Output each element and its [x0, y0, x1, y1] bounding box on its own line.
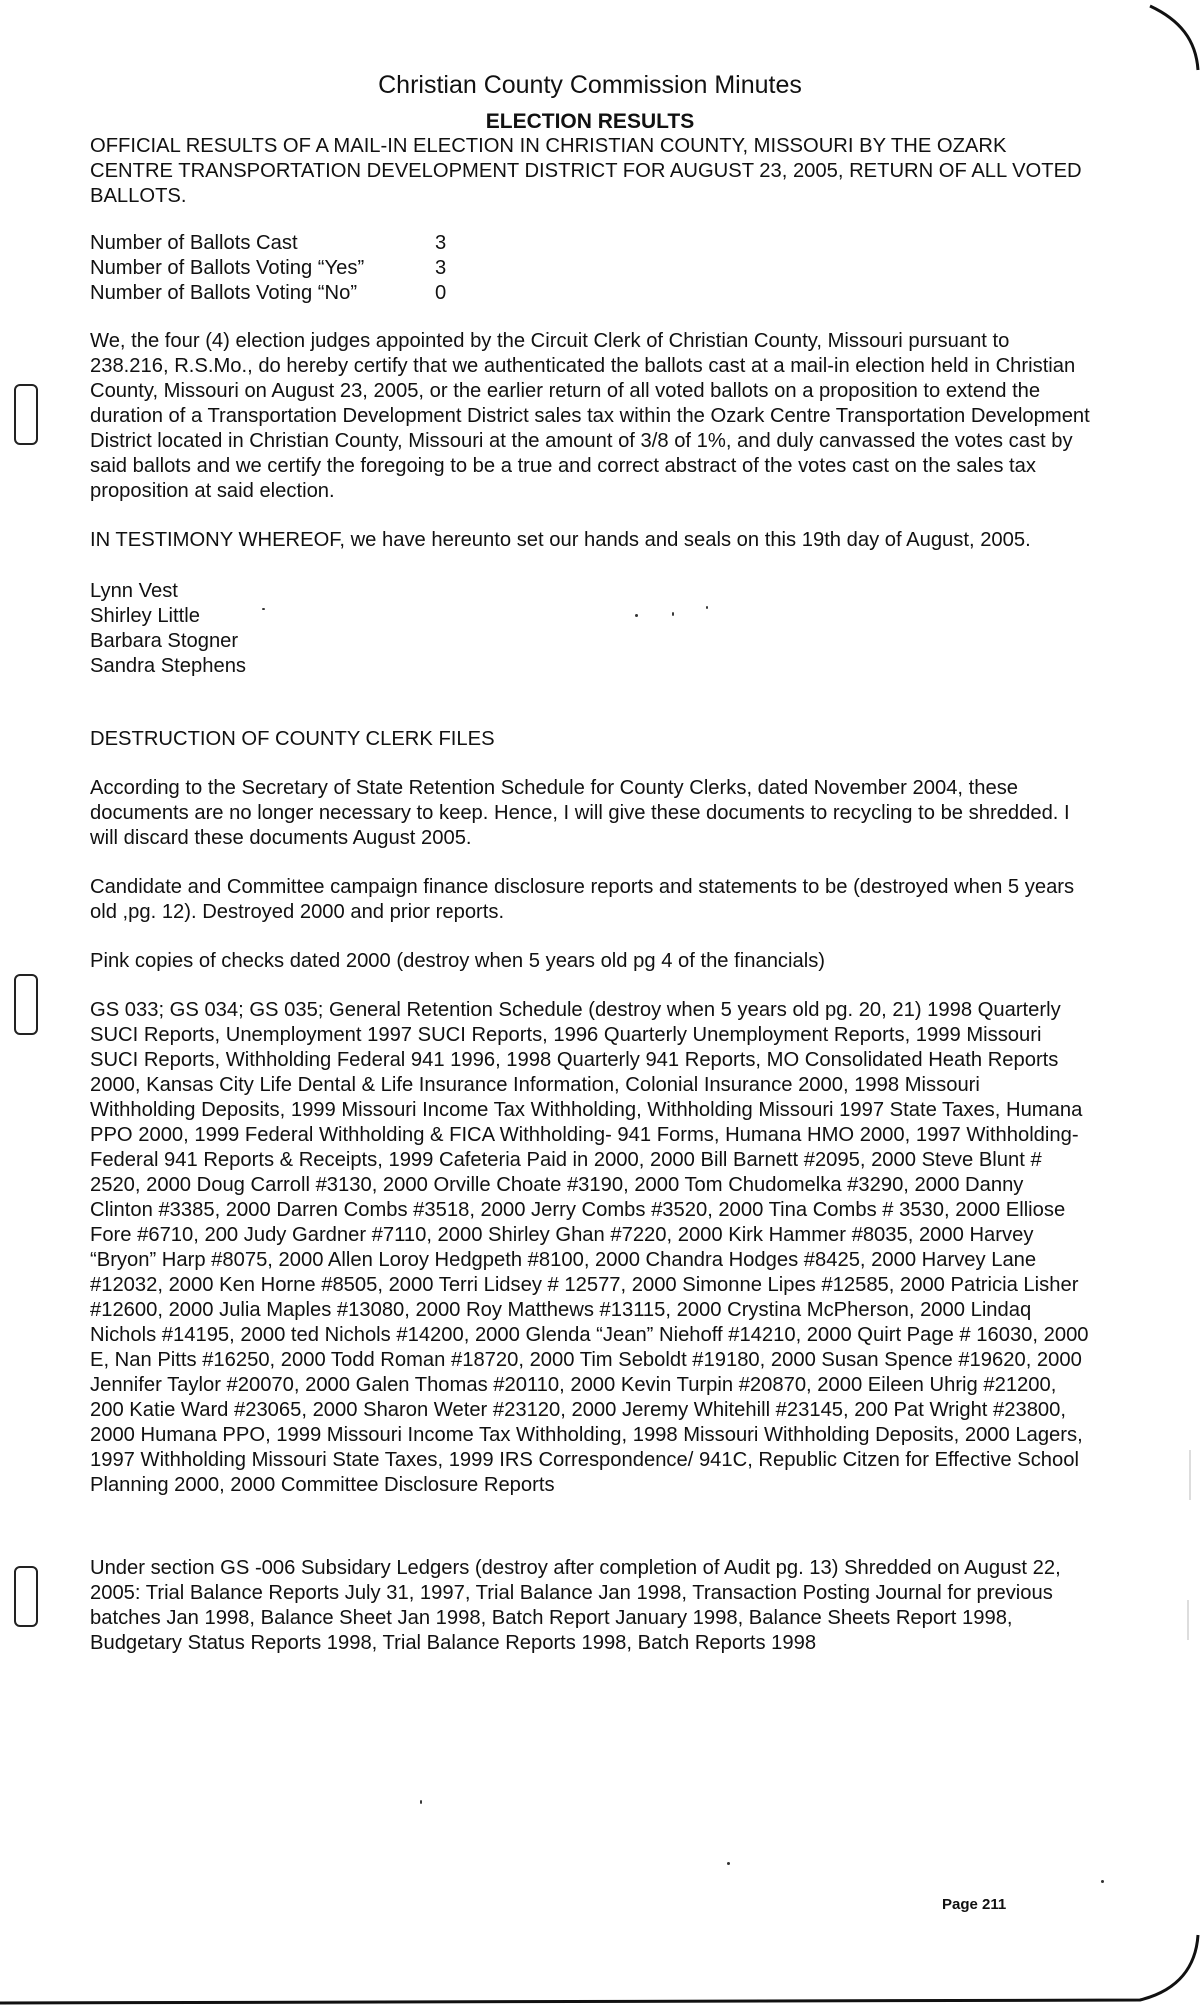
judge-name: Shirley Little: [90, 605, 200, 627]
judge-name: Sandra Stephens: [90, 655, 247, 677]
tally-label: Number of Ballots Voting “Yes”: [90, 257, 365, 279]
tally-label: Number of Ballots Voting “No”: [90, 282, 358, 304]
binder-punch-hole-middle: [14, 974, 38, 1035]
binder-punch-hole-bottom: [14, 1566, 38, 1627]
election-results-heading: ELECTION RESULTS: [485, 110, 695, 133]
general-retention-paragraph: GS 033; GS 034; GS 035; General Retention Schedule (destroy when 5 years old pg. 20, 21) 1998 Quarterly SUCI Reports, Unemployment 1997 SUCI Reports, 1996 Quarterly Unemployment Reports, 1999 Missouri SUCI Reports, Withholding Federal 941 1996, 1998 Quarterly 941 Reports, MO Consolidated Heath Reports 2000, Kansas City Life Dental & Life Insurance Information, Colonial Insurance 2000, 1998 Missouri Withholding Deposits, 1999 Missouri Income Tax Withholding, Withholding Missouri 1997 State Taxes, Humana PPO 2000, 1999 Federal Withholding & FICA Withholding- 941 Forms, Humana HMO 2000, 1997 Withholding- Federal 941 Reports & Receipts, 1999 Cafeteria Paid in 2000, 2000 Bill Barnett #2095, 2000 Steve Blunt # 2520, 2000 Doug Carroll #3130, 2000 Orville Choate #3190, 2000 Tom Chudomelka #3290, 2000 Danny Clinton #3385, 2000 Darren Combs #3518, 2000 Jerry Combs #3520, 2000 Tina Combs # 3530, 2000 Elliose Fore #6710, 200 Judy Gardner #7110, 2000 Shirley Ghan #7220, 2000 Kirk Hammer #8035, 2000 Harvey “Bryon” Harp #8075, 2000 Allen Loroy Hedgpeth #8100, 2000 Chandra Hodges #8425, 2000 Harvey Lane #12032, 2000 Ken Horne #8505, 2000 Terri Lidsey # 12577, 2000 Simonne Lipes #12585, 2000 Patricia Lisher #12600, 2000 Julia Maples #13080, 2000 Roy Matthews #13115, 2000 Crystina McPherson, 2000 Lindaq Nichols #14195, 2000 ted Nichols #14200, 2000 Glenda “Jean” Niehoff #14210, 2000 Quirt Page # 16030, 2000 E, Nan Pitts #16250, 2000 Todd Roman #18720, 2000 Tim Seboldt #19180, 2000 Susan Spence #19620, 2000 Jennifer Taylor #20070, 2000 Galen Thomas #20110, 2000 Kevin Turpin #20870, 2000 Eileen Uhrig #21200, 200 Katie Ward #23065, 2000 Sharon Weter #23120, 2000 Jeremy Whitehill #23145, 200 Pat Wright #23800, 2000 Humana PPO, 1999 Missouri Income Tax Withholding, 1998 Missouri Withholding Deposits, 2000 Lagers, 1997 Withholding Missouri State Taxes, 1999 IRS Correspondence/ 941C, Republic Citzen for Effective School Planning 2000, 2000 Committee Disclosure Reports: [90, 999, 1089, 1496]
judge-name: Barbara Stogner: [90, 630, 239, 652]
ballot-tally-table: [90, 231, 446, 306]
document-body: [90, 70, 1090, 1680]
page-number: Page 211: [942, 1896, 1007, 1913]
destruction-files-heading: DESTRUCTION OF COUNTY CLERK FILES: [90, 728, 495, 750]
binder-punch-hole-top: [14, 384, 38, 445]
scan-speck: [420, 1800, 422, 1804]
tally-value: 3: [435, 232, 447, 254]
subsidiary-ledgers-paragraph: Under section GS -006 Subsidary Ledgers (destroy after completion of Audit pg. 13) Shredded on August 22, 2005: Trial Balance Reports July 31, 1997, Trial Balance Jan 1998, Transaction Posting Journal for previous batches Jan 1998, Balance Sheet Jan 1998, Batch Report January 1998, Balance Sheets Report 1998, Budgetary Status Reports 1998, Trial Balance Reports 1998, Batch Reports 1998: [90, 1557, 1061, 1654]
tally-label: Number of Ballots Cast: [90, 232, 298, 254]
tally-row: [90, 231, 446, 256]
tally-row: [90, 281, 446, 306]
scan-speck: [1101, 1880, 1104, 1883]
retention-schedule-paragraph: According to the Secretary of State Retention Schedule for County Clerks, dated November 2004, these documents are no longer necessary to keep. Hence, I will give these documents to recycling to be shredded. I will discard these documents August 2005.: [90, 777, 1070, 849]
pink-checks-paragraph: Pink copies of checks dated 2000 (destroy when 5 years old pg 4 of the financials): [90, 950, 826, 972]
campaign-finance-paragraph: Candidate and Committee campaign finance disclosure reports and statements to be (destroyed when 5 years old ,pg. 12). Destroyed 2000 and prior reports.: [90, 876, 1075, 923]
election-intro-text: OFFICIAL RESULTS OF A MAIL-IN ELECTION IN CHRISTIAN COUNTY, MISSOURI BY THE OZARK CENTRE TRANSPORTATION DEVELOPMENT DISTRICT FOR AUGUST 23, 2005, RETURN OF ALL VOTED BALLOTS.: [90, 135, 1082, 207]
tally-row: [90, 256, 446, 281]
certification-paragraph: We, the four (4) election judges appointed by the Circuit Clerk of Christian County, Missouri pursuant to 238.216, R.S.Mo., do hereby certify that we authenticated the ballots cast at a mail-in election held in Christian County, Missouri on August 23, 2005, or the earlier return of all voted ballots on a proposition to extend the duration of a Transportation Development District sales tax within the Ozark Centre Transportation Development District located in Christian County, Missouri at the amount of 3/8 of 1%, and duly canvassed the votes cast by said ballots and we certify the foregoing to be a true and correct abstract of the votes cast on the sales tax proposition at said election.: [90, 330, 1090, 502]
election-judges-list: [90, 579, 1090, 679]
tally-value: 0: [435, 282, 447, 304]
testimony-paragraph: IN TESTIMONY WHEREOF, we have hereunto set our hands and seals on this 19th day of August, 2005.: [90, 529, 1031, 551]
tally-value: 3: [435, 257, 447, 279]
scan-speck: [727, 1862, 730, 1865]
judge-name: Lynn Vest: [90, 580, 178, 602]
document-title: Christian County Commission Minutes: [378, 71, 802, 99]
